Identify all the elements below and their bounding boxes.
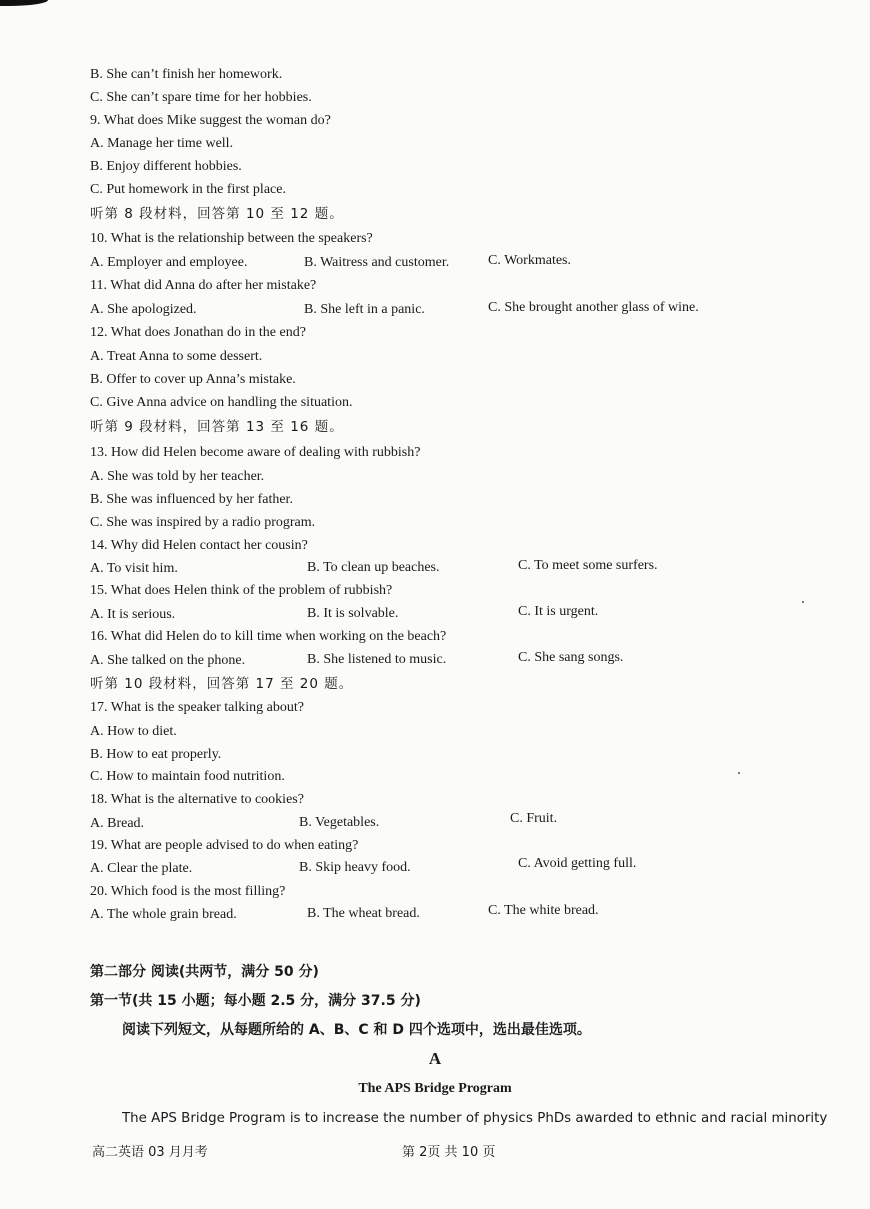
q12-option-a: A. Treat Anna to some dessert. [90,349,263,364]
q16-question: 16. What did Helen do to kill time when working on the beach? [90,629,447,644]
passage-title: The APS Bridge Program [358,1081,512,1096]
q17-option-c: C. How to maintain food nutrition. [90,769,285,784]
q18-question: 18. What is the alternative to cookies? [90,792,304,807]
q17-option-a: A. How to diet. [90,724,177,739]
q11-option-c: C. She brought another glass of wine. [488,300,699,315]
q15-question: 15. What does Helen think of the problem of rubbish? [90,583,393,598]
q20-option-a: A. The whole grain bread. [90,907,237,922]
footer-exam-name: 高二英语 03 月月考 [92,1145,208,1160]
passage-letter: A [428,1049,442,1068]
q14-option-c: C. To meet some surfers. [518,558,658,573]
q17-question: 17. What is the speaker talking about? [90,700,304,715]
q9-option-a: A. Manage her time well. [90,136,234,151]
q12-option-c: C. Give Anna advice on handling the situation. [90,395,353,410]
q19-option-a: A. Clear the plate. [90,861,193,876]
q14-option-a: A. To visit him. [90,561,178,576]
q9-option-b: B. Enjoy different hobbies. [90,159,242,174]
q20-option-b: B. The wheat bread. [307,906,420,921]
q16-option-a: A. She talked on the phone. [90,653,246,668]
q9-option-c: C. Put homework in the first place. [90,182,286,197]
scan-speck [738,772,740,774]
q18-option-c: C. Fruit. [510,811,558,826]
q14-question: 14. Why did Helen contact her cousin? [90,538,308,553]
q9-question: 9. What does Mike suggest the woman do? [90,113,331,128]
q18-option-b: B. Vegetables. [299,815,380,830]
q19-option-b: B. Skip heavy food. [299,860,411,875]
section-10-instruction: 听第 10 段材料，回答第 17 至 20 题。 [90,676,354,692]
q19-question: 19. What are people advised to do when eating? [90,838,359,853]
q13-option-b: B. She was influenced by her father. [90,492,293,507]
q15-option-b: B. It is solvable. [307,606,399,621]
q15-option-c: C. It is urgent. [518,604,599,619]
q11-option-b: B. She left in a panic. [304,302,425,317]
q15-option-a: A. It is serious. [90,607,176,622]
q14-option-b: B. To clean up beaches. [307,560,440,575]
q19-option-c: C. Avoid getting full. [518,856,637,871]
footer-page-number: 第 2页 共 10 页 [402,1145,496,1160]
section-9-instruction: 听第 9 段材料，回答第 13 至 16 题。 [90,419,344,435]
q13-option-a: A. She was told by her teacher. [90,469,265,484]
q17-option-b: B. How to eat properly. [90,747,222,762]
q10-option-c: C. Workmates. [488,253,571,268]
q10-question: 10. What is the relationship between the speakers? [90,231,373,246]
section-1-heading: 第一节(共 15 小题；每小题 2.5 分，满分 37.5 分) [90,993,421,1009]
part-2-heading: 第二部分 阅读(共两节，满分 50 分) [90,964,319,980]
q18-option-a: A. Bread. [90,816,145,831]
scan-speck [802,601,804,603]
section-8-instruction: 听第 8 段材料，回答第 10 至 12 题。 [90,206,344,222]
q10-option-b: B. Waitress and customer. [304,255,450,270]
q8-option-b: B. She can’t finish her homework. [90,67,283,82]
q20-question: 20. Which food is the most filling? [90,884,286,899]
q13-question: 13. How did Helen become aware of dealing with rubbish? [90,445,421,460]
q16-option-c: C. She sang songs. [518,650,624,665]
q11-question: 11. What did Anna do after her mistake? [90,278,317,293]
q13-option-c: C. She was inspired by a radio program. [90,515,316,530]
q20-option-c: C. The white bread. [488,903,599,918]
scan-corner-mark [0,0,48,6]
q10-option-a: A. Employer and employee. [90,255,248,270]
q12-question: 12. What does Jonathan do in the end? [90,325,306,340]
reading-instruction: 阅读下列短文，从每题所给的 A、B、C 和 D 四个选项中，选出最佳选项。 [122,1022,591,1038]
q8-option-c: C. She can’t spare time for her hobbies. [90,90,312,105]
q11-option-a: A. She apologized. [90,302,197,317]
passage-first-line: The APS Bridge Program is to increase the number of physics PhDs awarded to ethnic and racial minority [122,1111,828,1126]
q12-option-b: B. Offer to cover up Anna’s mistake. [90,372,296,387]
q16-option-b: B. She listened to music. [307,652,447,667]
